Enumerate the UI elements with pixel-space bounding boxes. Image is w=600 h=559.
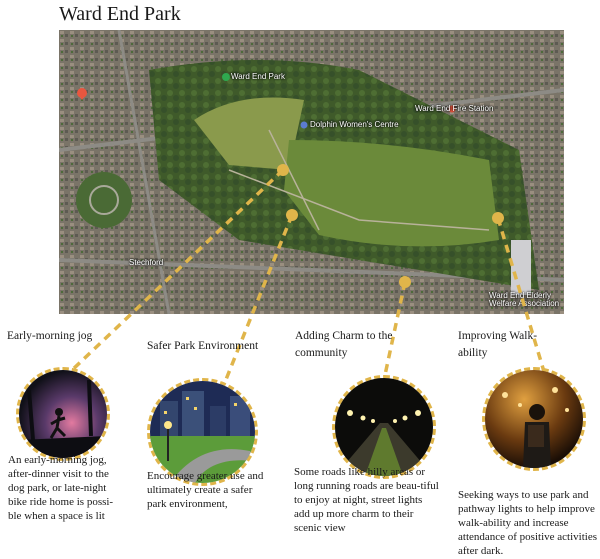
section-4-heading: Improving Walk-ability (458, 330, 538, 359)
section-2-body: Encourage greater use and ultimately create a safer park environment, (147, 470, 264, 510)
map-label-home[interactable]: Ward End Elderly Welfare Association (489, 291, 560, 308)
street-lights-image (332, 375, 436, 479)
light-point-4 (492, 212, 504, 224)
light-point-1 (277, 164, 289, 176)
walkability-image (482, 367, 586, 471)
section-1-heading: Early-morning jog (7, 330, 93, 342)
jog-image (16, 367, 110, 461)
page-title: Ward End Park (59, 3, 181, 25)
section-4-body: Seeking ways to use park and pathway lights to help improve walk-ability and increase attendance of positive activities after dark. (458, 489, 597, 557)
light-point-3 (399, 276, 411, 288)
section-2-heading: Safer Park Environment (147, 340, 259, 352)
map-label-park[interactable]: Ward End Park (231, 72, 285, 81)
aerial-map[interactable] (59, 30, 564, 314)
centre-pin-icon (301, 122, 308, 129)
section-3-body: Some roads like hilly areas or long running roads are beau-tiful to enjoy at night, street lights add up more charm to their scenic view (294, 466, 439, 534)
map-label-centre[interactable]: Dolphin Women's Centre (310, 120, 399, 129)
section-3-heading: Adding Charm to the community (295, 330, 393, 359)
map-label-school[interactable]: Stechford (129, 258, 164, 267)
park-pin-icon (222, 73, 230, 81)
map-label-station[interactable]: Ward End Fire Station (415, 104, 494, 113)
map-image (59, 30, 564, 314)
section-1-body: An early-morning jog, after-dinner visit to the dog park, or late-night bike ride home is possi-ble when a space is lit (8, 454, 114, 522)
light-point-2 (286, 209, 298, 221)
